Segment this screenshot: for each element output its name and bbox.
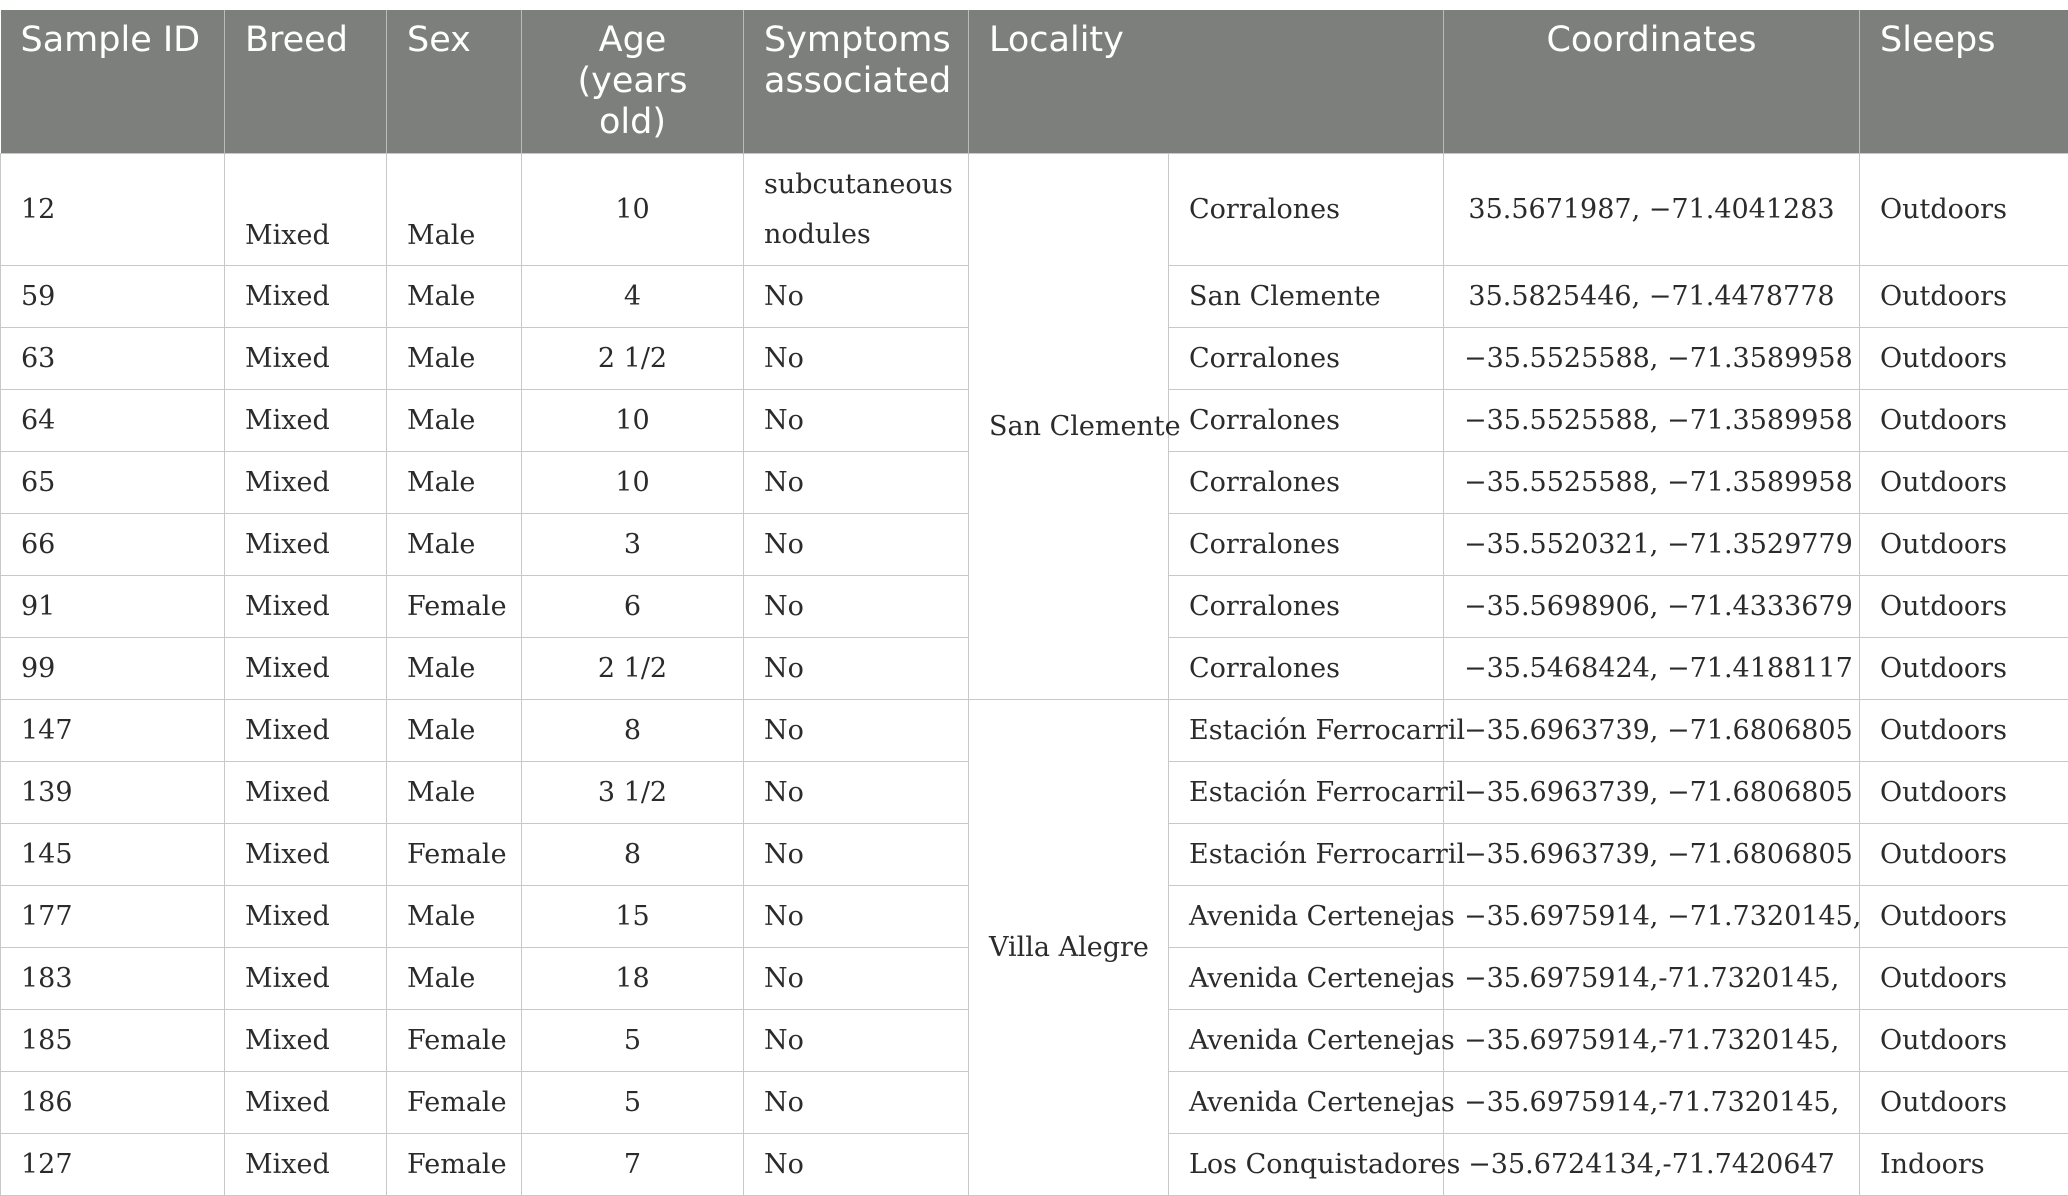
cell-sleeps: Outdoors xyxy=(1860,1072,2068,1134)
cell-sleeps: Outdoors xyxy=(1860,266,2068,328)
cell-sublocality: Estación Ferrocarril xyxy=(1169,700,1444,762)
cell-breed: Mixed xyxy=(225,154,387,266)
cell-age: 7 xyxy=(522,1134,744,1196)
cell-sublocality: Corralones xyxy=(1169,390,1444,452)
cell-sex: Male xyxy=(387,154,522,266)
cell-sample-id: 139 xyxy=(1,762,225,824)
header-sleeps: Sleeps xyxy=(1860,10,2068,154)
cell-sample-id: 91 xyxy=(1,576,225,638)
cell-symptoms: No xyxy=(744,948,969,1010)
dog-samples-table xyxy=(0,10,2068,1196)
cell-age: 8 xyxy=(522,700,744,762)
cell-age: 8 xyxy=(522,824,744,886)
cell-symptoms: No xyxy=(744,390,969,452)
cell-coordinates: −35.6975914, −71.7320145, xyxy=(1444,886,1860,948)
table-row xyxy=(1,700,2068,762)
cell-age: 2 1/2 xyxy=(522,328,744,390)
cell-symptoms: No xyxy=(744,514,969,576)
header-symptoms-line1: Symptoms xyxy=(764,20,951,60)
cell-breed: Mixed xyxy=(225,452,387,514)
cell-sex: Male xyxy=(387,452,522,514)
header-breed: Breed xyxy=(225,10,387,154)
cell-coordinates: −35.5525588, −71.3589958 xyxy=(1444,328,1860,390)
cell-coordinates: −35.5520321, −71.3529779 xyxy=(1444,514,1860,576)
cell-sex: Male xyxy=(387,638,522,700)
header-symptoms xyxy=(744,10,969,154)
cell-breed: Mixed xyxy=(225,824,387,886)
cell-sample-id: 64 xyxy=(1,390,225,452)
header-age-line1: Age xyxy=(599,20,667,60)
cell-coordinates: −35.6963739, −71.6806805 xyxy=(1444,762,1860,824)
cell-symptoms: No xyxy=(744,762,969,824)
cell-age: 3 1/2 xyxy=(522,762,744,824)
cell-coordinates: −35.5525588, −71.3589958 xyxy=(1444,452,1860,514)
header-symptoms-line2: associated xyxy=(764,61,951,101)
cell-coordinates: −35.6975914,-71.7320145, xyxy=(1444,1072,1860,1134)
cell-sublocality: Corralones xyxy=(1169,638,1444,700)
cell-breed: Mixed xyxy=(225,638,387,700)
cell-sleeps: Outdoors xyxy=(1860,824,2068,886)
cell-symptoms: No xyxy=(744,1010,969,1072)
cell-symptoms: No xyxy=(744,266,969,328)
cell-age: 5 xyxy=(522,1072,744,1134)
header-sex: Sex xyxy=(387,10,522,154)
cell-sex: Female xyxy=(387,1010,522,1072)
cell-sublocality: Avenida Certenejas xyxy=(1169,1072,1444,1134)
table-body xyxy=(1,154,2068,1196)
cell-sleeps: Outdoors xyxy=(1860,452,2068,514)
cell-sublocality: Estación Ferrocarril xyxy=(1169,824,1444,886)
header-locality: Locality xyxy=(969,10,1444,154)
cell-age: 3 xyxy=(522,514,744,576)
cell-breed: Mixed xyxy=(225,1072,387,1134)
cell-sex: Male xyxy=(387,886,522,948)
cell-sublocality: Corralones xyxy=(1169,514,1444,576)
cell-breed: Mixed xyxy=(225,390,387,452)
cell-symptoms: No xyxy=(744,452,969,514)
cell-sublocality: Los Conquistadores xyxy=(1169,1134,1444,1196)
cell-sublocality: Avenida Certenejas xyxy=(1169,886,1444,948)
cell-age: 6 xyxy=(522,576,744,638)
cell-sex: Male xyxy=(387,390,522,452)
cell-symptoms: No xyxy=(744,1072,969,1134)
cell-sublocality: Corralones xyxy=(1169,328,1444,390)
cell-sample-id: 185 xyxy=(1,1010,225,1072)
cell-coordinates: −35.6963739, −71.6806805 xyxy=(1444,700,1860,762)
cell-sublocality: Corralones xyxy=(1169,576,1444,638)
cell-coordinates: −35.5698906, −71.4333679 xyxy=(1444,576,1860,638)
cell-symptoms: No xyxy=(744,824,969,886)
cell-sample-id: 63 xyxy=(1,328,225,390)
cell-age: 5 xyxy=(522,1010,744,1072)
cell-coordinates: 35.5671987, −71.4041283 xyxy=(1444,154,1860,266)
cell-coordinates: −35.6975914,-71.7320145, xyxy=(1444,1010,1860,1072)
cell-sex: Male xyxy=(387,266,522,328)
cell-breed: Mixed xyxy=(225,948,387,1010)
cell-symptoms: No xyxy=(744,328,969,390)
cell-age: 2 1/2 xyxy=(522,638,744,700)
cell-sex: Male xyxy=(387,514,522,576)
cell-sublocality: Avenida Certenejas xyxy=(1169,1010,1444,1072)
cell-age: 10 xyxy=(522,452,744,514)
cell-sleeps: Outdoors xyxy=(1860,1010,2068,1072)
cell-coordinates: 35.5825446, −71.4478778 xyxy=(1444,266,1860,328)
cell-sleeps: Outdoors xyxy=(1860,762,2068,824)
cell-sublocality: Corralones xyxy=(1169,154,1444,266)
cell-symptoms-line1: subcutaneous xyxy=(764,169,953,200)
cell-sleeps: Outdoors xyxy=(1860,154,2068,266)
cell-sex: Male xyxy=(387,700,522,762)
cell-sublocality: San Clemente xyxy=(1169,266,1444,328)
cell-sex: Female xyxy=(387,576,522,638)
header-sample-id: Sample ID xyxy=(1,10,225,154)
cell-age: 15 xyxy=(522,886,744,948)
cell-breed: Mixed xyxy=(225,762,387,824)
header-row xyxy=(1,10,2068,154)
cell-symptoms: No xyxy=(744,1134,969,1196)
cell-sample-id: 66 xyxy=(1,514,225,576)
cell-age: 18 xyxy=(522,948,744,1010)
cell-sleeps: Outdoors xyxy=(1860,948,2068,1010)
cell-age: 10 xyxy=(522,154,744,266)
cell-sex: Female xyxy=(387,1134,522,1196)
header-coordinates: Coordinates xyxy=(1444,10,1860,154)
cell-sample-id: 186 xyxy=(1,1072,225,1134)
cell-symptoms: No xyxy=(744,700,969,762)
cell-sleeps: Indoors xyxy=(1860,1134,2068,1196)
cell-breed: Mixed xyxy=(225,700,387,762)
cell-sublocality: Avenida Certenejas xyxy=(1169,948,1444,1010)
cell-coordinates: −35.6963739, −71.6806805 xyxy=(1444,824,1860,886)
cell-symptoms: No xyxy=(744,638,969,700)
cell-locality-san-clemente: San Clemente xyxy=(969,154,1169,700)
cell-sleeps: Outdoors xyxy=(1860,700,2068,762)
cell-sample-id: 99 xyxy=(1,638,225,700)
cell-sample-id: 59 xyxy=(1,266,225,328)
cell-sleeps: Outdoors xyxy=(1860,886,2068,948)
cell-sample-id: 183 xyxy=(1,948,225,1010)
cell-sample-id: 12 xyxy=(1,154,225,266)
cell-sex: Male xyxy=(387,328,522,390)
cell-locality-villa-alegre: Villa Alegre xyxy=(969,700,1169,1196)
table-header xyxy=(1,10,2068,154)
cell-sleeps: Outdoors xyxy=(1860,638,2068,700)
cell-breed: Mixed xyxy=(225,328,387,390)
cell-coordinates: −35.6975914,-71.7320145, xyxy=(1444,948,1860,1010)
cell-symptoms: No xyxy=(744,886,969,948)
cell-sex: Male xyxy=(387,762,522,824)
cell-coordinates: −35.6724134,-71.7420647 xyxy=(1444,1134,1860,1196)
cell-symptoms-line2: nodules xyxy=(764,219,871,250)
cell-sublocality: Corralones xyxy=(1169,452,1444,514)
header-age-line2: (years old) xyxy=(578,61,688,142)
cell-sample-id: 65 xyxy=(1,452,225,514)
cell-age: 4 xyxy=(522,266,744,328)
cell-sleeps: Outdoors xyxy=(1860,576,2068,638)
cell-sex: Female xyxy=(387,824,522,886)
cell-coordinates: −35.5525588, −71.3589958 xyxy=(1444,390,1860,452)
cell-sublocality: Estación Ferrocarril xyxy=(1169,762,1444,824)
cell-age: 10 xyxy=(522,390,744,452)
cell-sex: Male xyxy=(387,948,522,1010)
cell-sample-id: 147 xyxy=(1,700,225,762)
cell-sex: Female xyxy=(387,1072,522,1134)
cell-sample-id: 177 xyxy=(1,886,225,948)
cell-sample-id: 145 xyxy=(1,824,225,886)
table-row xyxy=(1,154,2068,266)
cell-breed: Mixed xyxy=(225,886,387,948)
cell-breed: Mixed xyxy=(225,1134,387,1196)
cell-breed: Mixed xyxy=(225,514,387,576)
cell-sample-id: 127 xyxy=(1,1134,225,1196)
cell-sleeps: Outdoors xyxy=(1860,514,2068,576)
cell-breed: Mixed xyxy=(225,266,387,328)
cell-symptoms xyxy=(744,154,969,266)
data-table-container xyxy=(0,10,2068,1196)
cell-symptoms: No xyxy=(744,576,969,638)
cell-breed: Mixed xyxy=(225,1010,387,1072)
cell-coordinates: −35.5468424, −71.4188117 xyxy=(1444,638,1860,700)
cell-sleeps: Outdoors xyxy=(1860,328,2068,390)
cell-breed: Mixed xyxy=(225,576,387,638)
header-age xyxy=(522,10,744,154)
cell-sleeps: Outdoors xyxy=(1860,390,2068,452)
